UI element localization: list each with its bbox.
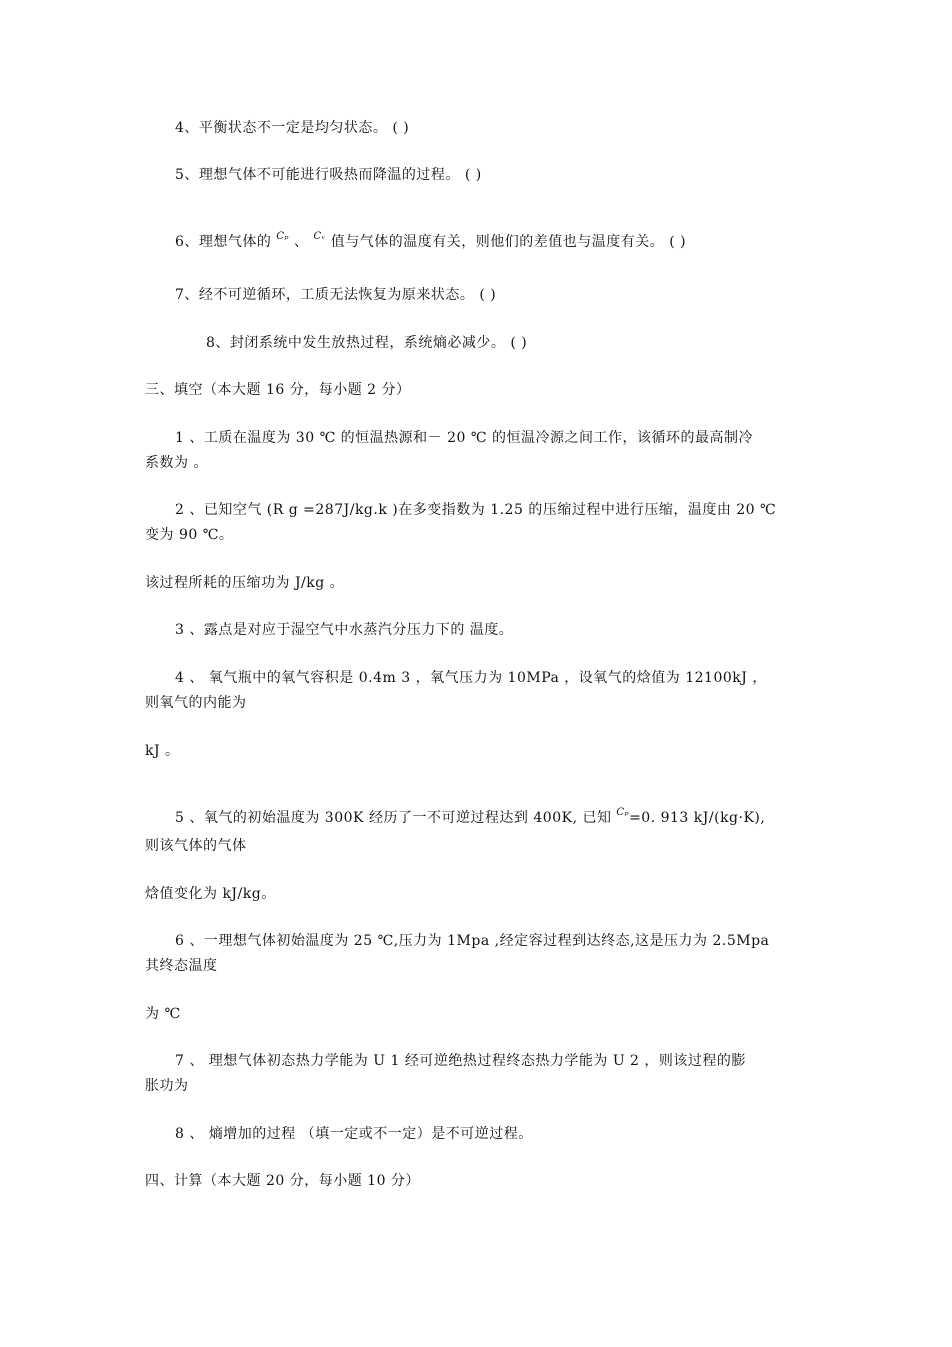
fill-4-line3: kJ 。	[145, 743, 180, 759]
judge-q7: 7、经不可逆循环，工质无法恢复为原来状态。 ( )	[175, 287, 497, 303]
fill-6-line1: 6 、一理想气体初始温度为 25 ℃,压力为 1Mpa ,经定容过程到达终态,这是压力为 2.5Mpa	[175, 933, 770, 949]
judge-q6-sep: 、	[293, 234, 309, 250]
judge-q8: 8、封闭系统中发生放热过程，系统熵必减少。 ( )	[206, 335, 528, 351]
fill-2-line3: 该过程所耗的压缩功为 J/kg 。	[145, 575, 345, 591]
judge-q5: 5、理想气体不可能进行吸热而降温的过程。 ( )	[175, 167, 482, 183]
judge-q6	[175, 233, 686, 253]
fill-2-line1: 2 、已知空气 (R g =287J/kg.k )在多变指数为 1.25 的压缩过程中进行压缩，温度由 20 ℃	[175, 502, 777, 518]
fill-5-line3: 焓值变化为 kJ/kg。	[145, 886, 276, 902]
fill-5-text-a: 5 、氧气的初始温度为 300K 经历了一不可逆过程达到 400K, 已知	[175, 810, 612, 826]
fill-3: 3 、露点是对应于湿空气中水蒸汽分压力下的 温度。	[175, 622, 514, 638]
cp-symbol: Cₚ	[276, 231, 290, 242]
fill-6-line2: 其终态温度	[145, 958, 218, 974]
judge-q6-text-a: 6、理想气体的	[175, 234, 272, 250]
fill-4-line1: 4 、 氧气瓶中的氧气容积是 0.4m 3 ，氧气压力为 10MPa ，设氧气的焓值为 12100kJ ，	[175, 670, 767, 686]
fill-6-line3: 为 ℃	[145, 1006, 181, 1022]
cp-symbol: Cₚ	[616, 807, 630, 818]
judge-q6-text-b: 值与气体的温度有关，则他们的差值也与温度有关。 ( )	[330, 234, 687, 250]
fill-1-line1: 1 、工质在温度为 30 ℃ 的恒温热源和－ 20 ℃ 的恒温冷源之间工作，该循环的最高制冷	[175, 430, 754, 446]
fill-4-line2: 则氧气的内能为	[145, 695, 247, 711]
cv-symbol: Cᵥ	[313, 231, 326, 242]
section4-heading: 四、计算（本大题 20 分，每小题 10 分）	[145, 1173, 420, 1189]
fill-7-line2: 胀功为	[145, 1078, 189, 1094]
fill-5-text-b: =0. 913 kJ/(kg·K),	[629, 810, 766, 826]
fill-1-line2: 系数为 。	[145, 455, 208, 471]
fill-5-line2: 则该气体的气体	[145, 838, 247, 854]
fill-7-line1: 7 、 理想气体初态热力学能为 U 1 经可逆绝热过程终态热力学能为 U 2 ，则该过程的膨	[175, 1053, 746, 1069]
section3-heading: 三、填空（本大题 16 分，每小题 2 分）	[145, 382, 411, 398]
fill-2-line2: 变为 90 ℃。	[145, 527, 234, 543]
judge-q4: 4、平衡状态不一定是均匀状态。 ( )	[175, 120, 410, 136]
fill-5-line1	[175, 809, 765, 829]
fill-8: 8 、 熵增加的过程 （填一定或不一定）是不可逆过程。	[175, 1126, 533, 1142]
